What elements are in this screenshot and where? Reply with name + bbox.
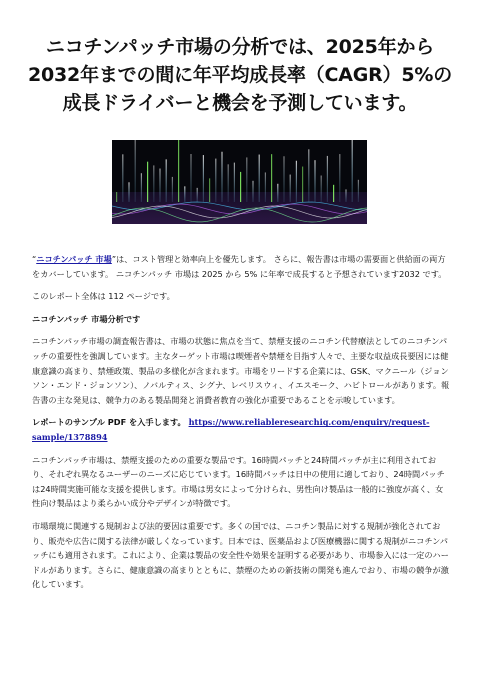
glow-bar bbox=[333, 185, 334, 202]
glow-bar bbox=[345, 189, 346, 202]
glow-bar bbox=[246, 157, 247, 202]
glow-bar bbox=[265, 172, 266, 202]
glow-bar bbox=[277, 184, 278, 202]
glow-bar bbox=[172, 177, 173, 202]
sample-request-line bbox=[32, 415, 450, 444]
page-title: ニコチンパッチ市場の分析では、2025年から2032年までの間に年平均成長率（CAGR）5%の成長ドライバーと機会を予測しています。 bbox=[27, 36, 452, 114]
glow-bar bbox=[190, 154, 191, 202]
glow-bar bbox=[252, 181, 253, 202]
glow-bar bbox=[259, 155, 260, 202]
sample-request-link[interactable]: https://www.reliableresearchiq.com/enquiry/request-sample/1378894 bbox=[32, 417, 430, 442]
glow-bar bbox=[228, 164, 229, 202]
glow-bar bbox=[314, 160, 315, 202]
sample-label: レポートのサンプル PDF を入手します。 bbox=[32, 417, 186, 428]
glow-bar bbox=[308, 149, 309, 202]
glow-bar bbox=[178, 140, 179, 202]
glow-bar bbox=[221, 152, 222, 202]
glow-bar bbox=[135, 140, 136, 202]
glow-bar bbox=[159, 169, 160, 202]
intro-paragraph: “ニコチンパッチ 市場”は、コスト管理と効率向上を優先します。 さらに、報告書は市場の需要面と供給面の両方をカバーしています。 ニコチンパッチ 市場は 2025 から 5% に年率で成長すると予想されています2032 です。 bbox=[32, 254, 447, 279]
glow-bar bbox=[209, 178, 210, 202]
glow-bar bbox=[290, 175, 291, 202]
glow-bar bbox=[116, 192, 117, 202]
glow-bar bbox=[327, 156, 328, 202]
glow-bar bbox=[203, 155, 204, 202]
product-paragraph: ニコチンパッチ市場は、禁煙支援のための重要な製品です。16時間パッチと24時間パッチが主に利用されており、それぞれ異なるユーザーのニーズに応じています。16時間パッチは日中の使用に適しており、24時間パッチは24時間実施可能な支援を提供します。市場は男女によって分けられ、男性向け製品は一般的に強度が高く、女性向け製品はより柔らかい成分やデザインが特徴です。 bbox=[32, 454, 445, 509]
article-body bbox=[32, 252, 450, 600]
page-count-text: このレポート全体は 112 ページです。 bbox=[32, 291, 175, 302]
glow-bar bbox=[271, 154, 272, 202]
glow-bar bbox=[122, 154, 123, 202]
analysis-paragraph: ニコチンパッチ市場の調査報告書は、市場の状態に焦点を当て、禁煙支援のニコチン代替療法としてのニコチンパッチの重要性を強調しています。主なターゲット市場は喫煙者や禁煙を目指す人々で、主要な収益成長要因には健康意識の高まり、禁煙政策、製品の多様化が含まれます。市場をリードする企業には、GSK、マクニール（ジョンソン・エンド・ジョンソン）、ノバルティス、シグナ、レベリスウィ、イエスモーク、ハビトロールがあります。報告書の主な発見は、競争力のある製品開発と消費者教育の強化が重要であることを示唆しています。 bbox=[32, 336, 450, 405]
glow-bar bbox=[283, 156, 284, 202]
glow-bar bbox=[302, 167, 303, 202]
glow-bar bbox=[141, 173, 142, 202]
glow-bar bbox=[352, 140, 353, 202]
glow-bar bbox=[153, 165, 154, 202]
glow-bar bbox=[358, 180, 359, 202]
glow-bar bbox=[215, 159, 216, 202]
analysis-heading: ニコチンパッチ 市場分析です bbox=[32, 313, 141, 324]
glow-bar bbox=[234, 163, 235, 202]
glow-bar bbox=[166, 159, 167, 202]
data-visualization-graphic bbox=[112, 140, 367, 224]
glow-bar bbox=[128, 182, 129, 202]
glow-bar bbox=[184, 186, 185, 202]
glow-bar bbox=[147, 162, 148, 202]
glow-bar bbox=[240, 172, 241, 202]
regulation-paragraph: 市場環境に関連する規制および法的要因は重要です。多くの国では、ニコチン製品に対する規制が強化されており、販売や広告に関する法律が厳しくなっています。日本では、医薬品および医療機器に関する規制がニコチンパッチにも適用されます。これにより、企業は製品の安全性や効果を証明する必要があり、市場参入には一定のハードルがあります。さらに、健康意識の高まりとともに、禁煙のための新技術の開発も進んでおり、市場の競争が激化しています。 bbox=[32, 520, 449, 590]
market-link[interactable]: ニコチンパッチ 市場 bbox=[36, 254, 112, 264]
hero-image bbox=[112, 140, 367, 224]
glow-bar bbox=[296, 161, 297, 202]
glow-bar bbox=[339, 154, 340, 202]
glow-bar bbox=[197, 188, 198, 202]
glow-bar bbox=[321, 176, 322, 202]
